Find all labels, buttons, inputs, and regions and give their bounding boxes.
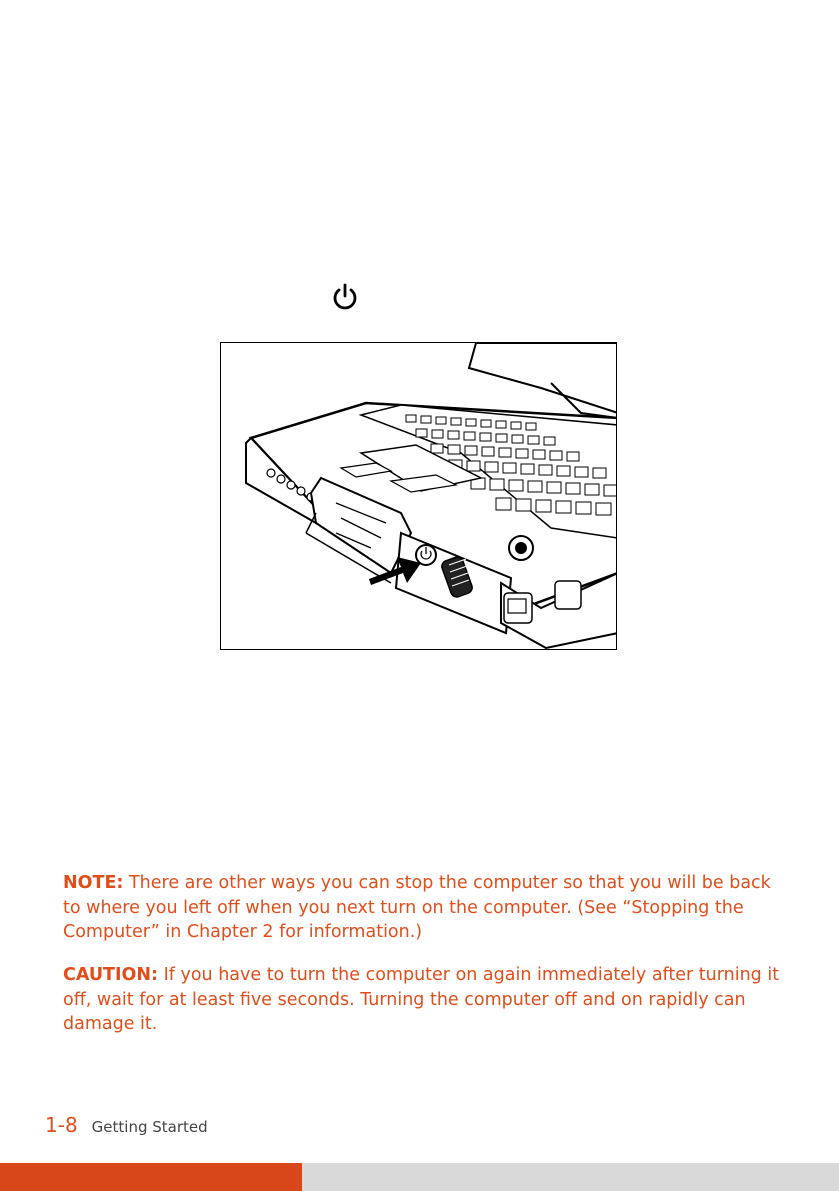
page-number: 1-8 <box>45 1113 78 1137</box>
laptop-drawing <box>221 343 617 650</box>
caution-paragraph <box>63 963 783 1037</box>
caution-keyword: CAUTION: <box>63 965 159 985</box>
note-keyword: NOTE: <box>63 873 124 893</box>
laptop-illustration <box>220 342 617 650</box>
note-paragraph <box>63 871 783 945</box>
section-name: Getting Started <box>91 1118 208 1136</box>
note-text: There are other ways you can stop the computer so that you will be back to where you left off when you next turn on the computer. (See “Stopping the Computer” in Chapter 2 for information.) <box>63 873 771 942</box>
caution-text: If you have to turn the computer on again immediately after turning it off, wait for at least five seconds. Turning the computer off and on rapidly can damage it. <box>63 965 780 1034</box>
footer-bar-gray <box>302 1163 839 1191</box>
page-footer <box>45 1113 208 1137</box>
power-icon <box>330 282 360 312</box>
footer-bar-accent <box>0 1163 302 1191</box>
